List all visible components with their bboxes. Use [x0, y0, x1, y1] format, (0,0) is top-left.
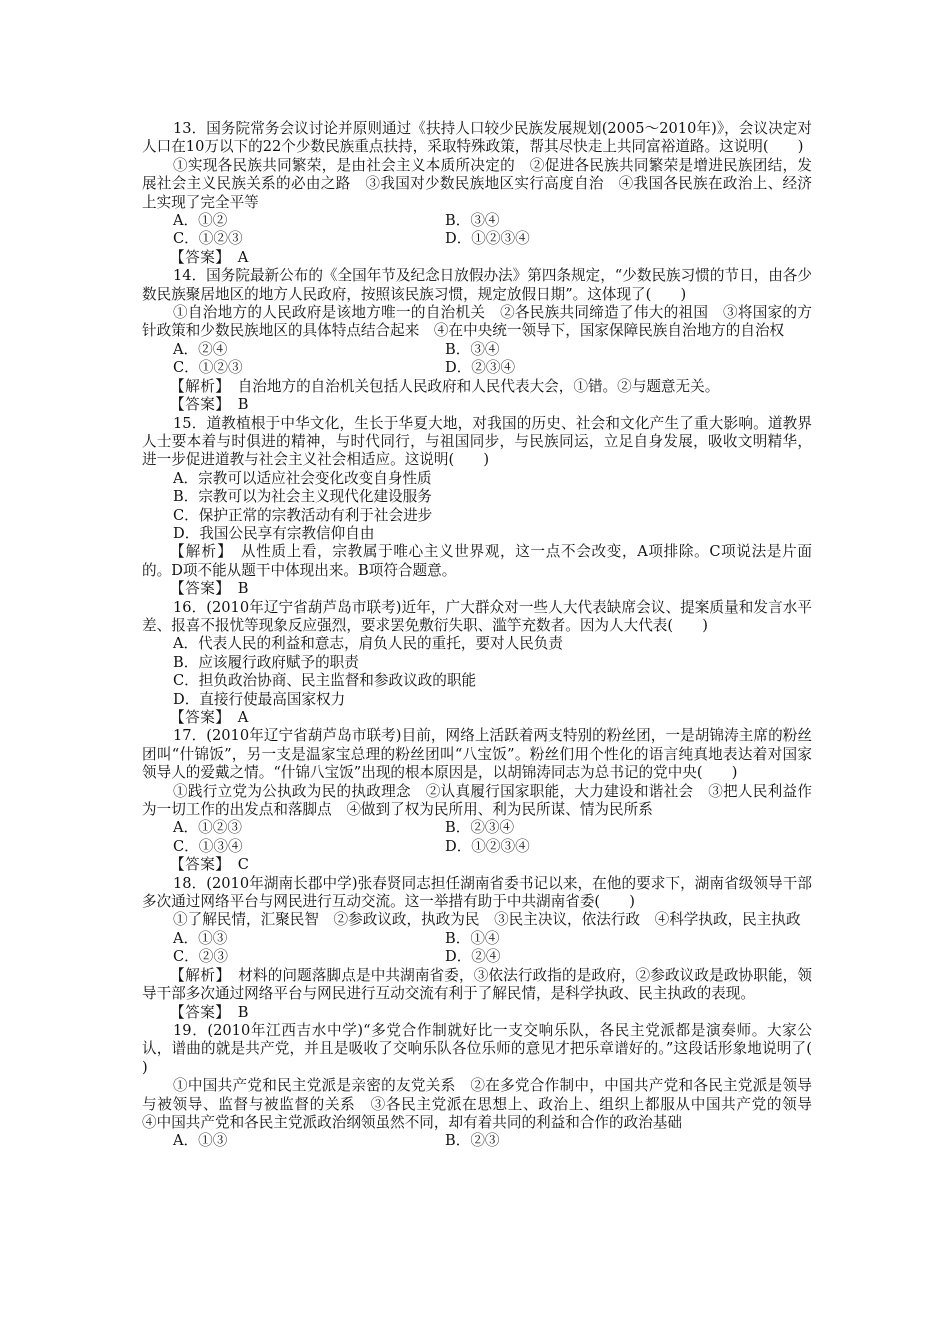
- option: C．②③: [173, 948, 228, 966]
- answer-line: [142, 709, 812, 727]
- answer-value: B: [237, 1003, 249, 1021]
- option: D．②③④: [445, 359, 516, 377]
- answer-value: A: [237, 709, 249, 726]
- question-17: [142, 727, 812, 874]
- answer-line: [142, 396, 812, 414]
- option: A．①③: [173, 1132, 228, 1150]
- options-row: [142, 1132, 812, 1150]
- question-statements: ①实现各民族共同繁荣，是由社会主义本质所决定的 ②促进各民族共同繁荣是增进民族团结，发展社会主义民族关系的必由之路 ③我国对少数民族地区实行高度自治 ④我国各民族在政治上、经济上实现了完全平等: [142, 156, 812, 211]
- choice: B．宗教可以为社会主义现代化建设服务: [173, 488, 432, 506]
- options-row: [142, 838, 812, 856]
- option: B．③④: [445, 212, 500, 230]
- question-13: [142, 120, 812, 267]
- answer-value: C: [237, 856, 249, 874]
- choice: A．代表人民的利益和意志，肩负人民的重托，要对人民负责: [173, 635, 563, 653]
- option: A．①②③: [173, 819, 242, 837]
- analysis-label: 【解析】: [170, 543, 226, 561]
- analysis-line: [142, 378, 812, 396]
- question-stem: 14．国务院最新公布的《全国年节及纪念日放假办法》第四条规定，“少数民族习惯的节日，由各少数民族聚居地区的地方人民政府，按照该民族习惯，规定放假日期”。这体现了( ): [142, 267, 812, 303]
- answer-label: 【答案】: [170, 1003, 224, 1021]
- question-16: [142, 599, 812, 728]
- option: A．②④: [173, 340, 228, 358]
- question-stem: 16．(2010年辽宁省葫芦岛市联考)近年，广大群众对一些人大代表缺席会议、提案质量和发言水平差、报喜不报忧等现象反应强烈，要求罢免敷衍失职、滥竽充数者。因为人大代表( ): [142, 598, 812, 634]
- answer-label: 【答案】: [170, 248, 224, 266]
- option: B．①④: [445, 929, 500, 947]
- question-18: [142, 875, 812, 1022]
- question-stem: 19．(2010年江西吉水中学)“多党合作制就好比一支交响乐队，各民主党派都是演奏师。大家公认，谱曲的就是共产党，并且是吸收了交响乐队各位乐师的意见才把乐章谱好的。”这段话形象地说明了( ): [142, 1021, 842, 1076]
- analysis-text: 材料的问题落脚点是中共湖南省委，③依法行政指的是政府，②参政议政是政协职能，领导干部多次通过网络平台与网民进行互动交流有利于了解民情，是科学执政、民主执政的表现。: [142, 966, 812, 1003]
- answer-label: 【答案】: [170, 856, 224, 874]
- analysis-line: [142, 967, 812, 1004]
- options-row: [142, 359, 812, 377]
- answer-line: [142, 856, 812, 874]
- option: B．②③④: [445, 819, 515, 837]
- question-14: [142, 267, 812, 414]
- question-statements: ①中国共产党和民主党派是亲密的友党关系 ②在多党合作制中，中国共产党和各民主党派是领导与被领导、监督与被监督的关系 ③各民主党派在思想上、政治上、组织上都服从中国共产党的领导 ④中国共产党和各民主党派政治纲领虽然不同，却有着共同的利益和合作的政治基础: [142, 1077, 827, 1131]
- analysis-text: 从性质上看，宗教属于唯心主义世界观，这一点不会改变，A项排除。C项说法是片面的。D项不能从题干中体现出来。B项符合题意。: [142, 543, 812, 579]
- options-row: [142, 930, 812, 948]
- choice: B．应该履行政府赋予的职责: [173, 653, 359, 671]
- options-row: [142, 341, 812, 359]
- answer-value: B: [237, 580, 249, 598]
- question-stem: 13．国务院常务会议讨论并原则通过《扶持人口较少民族发展规划(2005～2010年)》，会议决定对人口在10万以下的22个少数民族重点扶持，采取特殊政策，帮其尽快走上共同富裕道路。这说明( ): [142, 120, 812, 156]
- option: C．①②③: [173, 230, 243, 248]
- answer-label: 【答案】: [170, 396, 224, 414]
- choice: C．担负政治协商、民主监督和参政议政的职能: [173, 672, 477, 690]
- question-stem: 15．道教植根于中华文化，生长于华夏大地，对我国的历史、社会和文化产生了重大影响。道教界人士要本着与时俱进的精神，与时代同行，与祖国同步，与民族同运，立足自身发展，吸收文明精华，进一步促进道教与社会主义社会相适应。这说明( ): [142, 414, 812, 469]
- question-statements: ①践行立党为公执政为民的执政理念 ②认真履行国家职能，大力建设和谐社会 ③把人民利益作为一切工作的出发点和落脚点 ④做到了权为民所用、利为民所谋、情为民所系: [142, 782, 812, 819]
- options-row: [142, 230, 812, 248]
- answer-value: B: [237, 396, 249, 414]
- choice: D．直接行使最高国家权力: [173, 690, 346, 708]
- question-stem: 18．(2010年湖南长郡中学)张春贤同志担任湖南省委书记以来，在他的要求下，湖南省级领导干部多次通过网络平台与网民进行互动交流。这一举措有助于中共湖南省委( ): [142, 874, 812, 911]
- option: D．①②③④: [445, 230, 530, 248]
- option: C．①②③: [173, 359, 243, 377]
- option: B．②③: [445, 1132, 500, 1150]
- document-page: [142, 120, 842, 1151]
- option: A．①②: [173, 212, 228, 230]
- question-15: [142, 415, 812, 599]
- answer-label: 【答案】: [170, 580, 224, 598]
- question-19: [142, 1021, 842, 1151]
- option: B．③④: [445, 340, 500, 358]
- option: A．①③: [173, 929, 228, 947]
- options-row: [142, 819, 812, 837]
- answer-label: 【答案】: [170, 709, 224, 726]
- choice: A．宗教可以适应社会变化改变自身性质: [173, 469, 432, 487]
- analysis-label: 【解析】: [170, 377, 224, 395]
- answer-value: A: [237, 248, 249, 266]
- choice: C．保护正常的宗教活动有利于社会进步: [173, 506, 433, 524]
- question-stem: 17．(2010年辽宁省葫芦岛市联考)目前，网络上活跃着两支特别的粉丝团，一是胡锦涛主席的粉丝团叫“什锦饭”，另一支是温家宝总理的粉丝团叫“八宝饭”。粉丝们用个性化的语言纯真地表达着对国家领导人的爱戴之情。“什锦八宝饭”出现的根本原因是，以胡锦涛同志为总书记的党中央( ): [142, 727, 812, 782]
- analysis-label: 【解析】: [170, 966, 224, 984]
- option: D．①②③④: [445, 837, 530, 855]
- options-row: [142, 212, 812, 230]
- question-statements: ①了解民情，汇聚民智 ②参政议政，执政为民 ③民主决议，依法行政 ④科学执政，民主执政: [173, 911, 801, 929]
- choice: D．我国公民享有宗教信仰自由: [173, 524, 375, 542]
- analysis-line: [142, 543, 812, 580]
- option: C．①③④: [173, 837, 243, 855]
- option: D．②④: [445, 948, 501, 966]
- options-row: [142, 948, 812, 966]
- analysis-text: 自治地方的自治机关包括人民政府和人民代表大会，①错。②与题意无关。: [237, 377, 720, 395]
- answer-line: [142, 249, 812, 267]
- question-statements: ①自治地方的人民政府是该地方唯一的自治机关 ②各民族共同缔造了伟大的祖国 ③将国家的方针政策和少数民族地区的具体特点结合起来 ④在中央统一领导下，国家保障民族自治地方的自治权: [142, 304, 812, 340]
- answer-line: [142, 1004, 812, 1022]
- answer-line: [142, 580, 812, 598]
